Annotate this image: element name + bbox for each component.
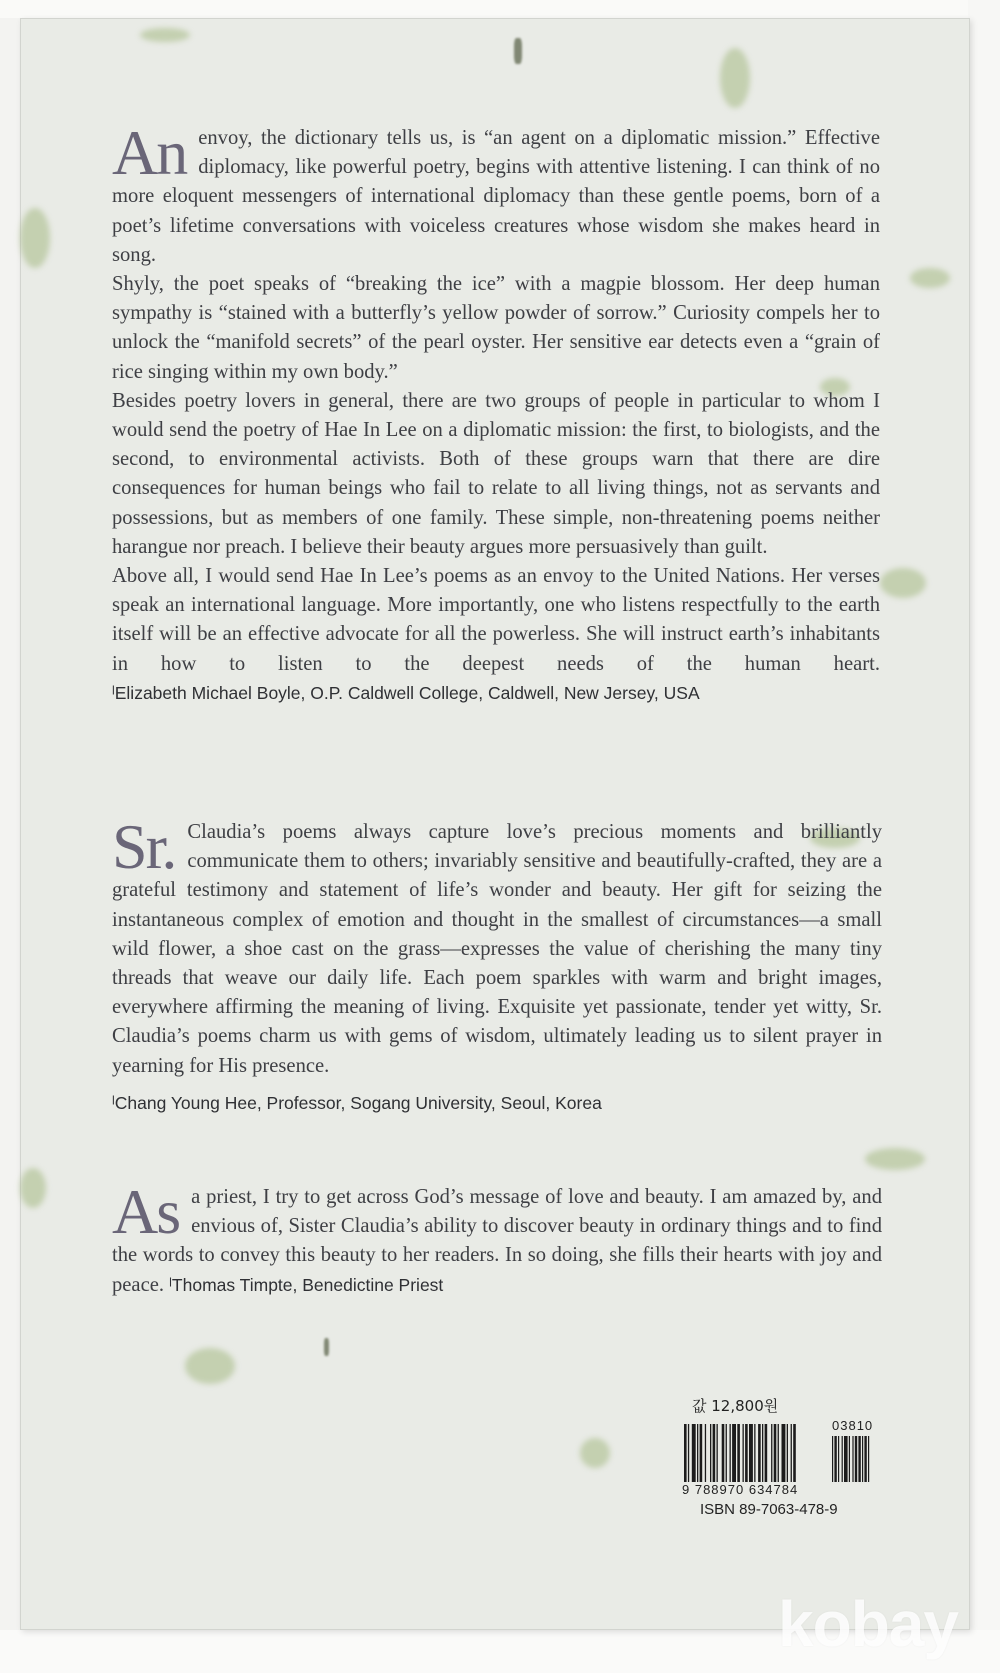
review-1-paragraph-1 <box>112 117 880 270</box>
barcode-bar <box>713 1424 716 1482</box>
barcode-bar <box>730 1424 731 1482</box>
barcode-bar <box>771 1424 772 1482</box>
review-section-2 <box>112 811 882 1114</box>
pressed-leaf-decoration <box>324 1338 329 1356</box>
dropcap: Sr. <box>112 811 176 882</box>
review-1-paragraph-4 <box>112 562 880 708</box>
paragraph-text: Above all, I would send Hae In Lee’s poems as an envoy to the United Nations. Her verses speak an international language. More importantly, one who listens respectfully to the earth itself will be an effective advocate for all the powerless. She will instruct earth’s inhabitants in how to listen to the deepest needs of the human heart. <box>112 565 880 675</box>
review-3-paragraph <box>112 1176 882 1300</box>
barcode-bar <box>754 1424 755 1482</box>
review-2-paragraph <box>112 811 882 1081</box>
pressed-leaf-decoration <box>865 1148 925 1170</box>
barcode <box>682 1420 888 1490</box>
barcode-bar <box>684 1424 687 1482</box>
pressed-leaf-decoration <box>880 568 926 598</box>
barcode-addon-bar <box>842 1436 843 1482</box>
attribution-3: ˡThomas Timpte, Benedictine Priest <box>169 1274 444 1295</box>
pressed-leaf-decoration <box>140 28 190 42</box>
pressed-leaf-decoration <box>580 1438 610 1468</box>
barcode-bar <box>774 1424 777 1482</box>
barcode-addon-bar <box>864 1436 866 1482</box>
barcode-bar <box>743 1424 744 1482</box>
isbn-label: ISBN 89-7063-478-9 <box>700 1501 838 1518</box>
barcode-graphic <box>682 1420 888 1486</box>
barcode-bar <box>787 1424 788 1482</box>
barcode-bar <box>697 1424 698 1482</box>
dropcap: As <box>112 1176 180 1247</box>
barcode-digits: 9 788970 634784 <box>682 1482 799 1497</box>
barcode-bar <box>737 1424 740 1482</box>
barcode-bar <box>778 1424 779 1482</box>
barcode-bar <box>749 1424 753 1482</box>
pressed-leaf-decoration <box>910 268 950 288</box>
barcode-bar <box>765 1424 768 1482</box>
paragraph-text: envoy, the dictionary tells us, is “an agent on a diplomatic mission.” Effective diplomacy, like powerful poetry, begins with attentive listening. I can think of no more eloquent messengers of international diplomacy than these gentle poems, born of a poet’s lifetime conversations with voiceless creatures whose wisdom she makes heard in song. <box>112 127 880 266</box>
barcode-bar <box>782 1424 786 1482</box>
price-label: 값 12,800원 <box>692 1397 779 1415</box>
pressed-leaf-decoration <box>185 1348 235 1384</box>
barcode-addon-bar <box>838 1436 839 1482</box>
review-1-paragraph-3: Besides poetry lovers in general, there are two groups of people in particular to whom I would send the poetry of Hae In Lee on a diplomatic mission: the first, to biologists, and the second, to environmental activists. Both of these groups warn that there are dire consequences for human beings who fail to relate to all living things, not as servants and possessions, but as members of one family. These simple, non-threatening poems neither harangue nor preach. I believe their beauty argues more persuasively than guilt. <box>112 389 880 558</box>
review-section-3 <box>112 1176 882 1300</box>
barcode-addon-bar <box>868 1436 869 1482</box>
barcode-addon-bar <box>855 1436 857 1482</box>
background-right-edge <box>968 0 1000 1673</box>
barcode-addon-bar <box>834 1436 836 1482</box>
barcode-bar <box>726 1424 727 1482</box>
barcode-addon-bar <box>852 1436 853 1482</box>
barcode-bar <box>692 1424 696 1482</box>
barcode-bar <box>688 1424 689 1482</box>
pressed-leaf-decoration <box>20 208 50 268</box>
barcode-addon-bar <box>849 1436 850 1482</box>
barcode-addon-bar <box>862 1436 863 1482</box>
pressed-leaf-decoration <box>20 1168 46 1208</box>
barcode-bar <box>717 1424 718 1482</box>
barcode-bar <box>732 1424 736 1482</box>
review-1-paragraph-2: Shyly, the poet speaks of “breaking the ice” with a magpie blossom. Her deep human sympathy is “stained with a butterfly’s yellow powder of sorrow.” Curiosity compels her to unlock the “manifold secrets” of the pearl oyster. Her sensitive ear detects even a “grain of rice singing within my own body.” <box>112 273 880 383</box>
barcode-bar <box>762 1424 763 1482</box>
background-top-edge <box>0 0 1000 18</box>
attribution-2: ˡChang Young Hee, Professor, Sogang University, Seoul, Korea <box>112 1092 602 1113</box>
barcode-bar <box>791 1424 792 1482</box>
paragraph-text: a priest, I try to get across God’s message of love and beauty. I am amazed by, and envious of, Sister Claudia’s ability to discover beauty in ordinary things and to find the words to convey this beauty to her readers. In so doing, she fills their hearts with joy and peace. <box>112 1186 882 1296</box>
barcode-bar <box>705 1424 706 1482</box>
barcode-addon-bar <box>844 1436 848 1482</box>
barcode-bar <box>700 1424 703 1482</box>
barcode-bar <box>793 1424 796 1482</box>
watermark-logo: kobay <box>778 1588 958 1660</box>
barcode-bar <box>722 1424 725 1482</box>
dropcap: An <box>112 117 187 188</box>
paragraph-text: Claudia’s poems always capture love’s precious moments and brilliantly communicate them to others; invariably sensitive and beautifully-crafted, they are a grateful testimony and statement of life’s wonder and beauty. Her gift for seizing the instantaneous complex of emotion and thought in the smallest of circumstances—a small wild flower, a shoe cast on the grass—expresses the value of cherishing the many tiny threads that weave our daily life. Each poem sparkles with warm and bright images, everywhere affirming the meaning of living. Exquisite yet passionate, tender yet witty, Sr. Claudia’s poems charm us with gems of wisdom, ultimately leading us to silent prayer in yearning for His presence. <box>112 821 882 1077</box>
barcode-bar <box>745 1424 748 1482</box>
barcode-bar <box>710 1424 711 1482</box>
barcode-bar <box>758 1424 761 1482</box>
review-section-1 <box>112 117 880 708</box>
barcode-addon-digits: 03810 <box>832 1418 874 1433</box>
barcode-addon-bar <box>832 1436 833 1482</box>
pressed-leaf-decoration <box>720 48 750 108</box>
attribution-1: ˡElizabeth Michael Boyle, O.P. Caldwell College, Caldwell, New Jersey, USA <box>112 682 700 703</box>
barcode-addon-bar <box>858 1436 860 1482</box>
pressed-leaf-decoration <box>514 38 522 64</box>
